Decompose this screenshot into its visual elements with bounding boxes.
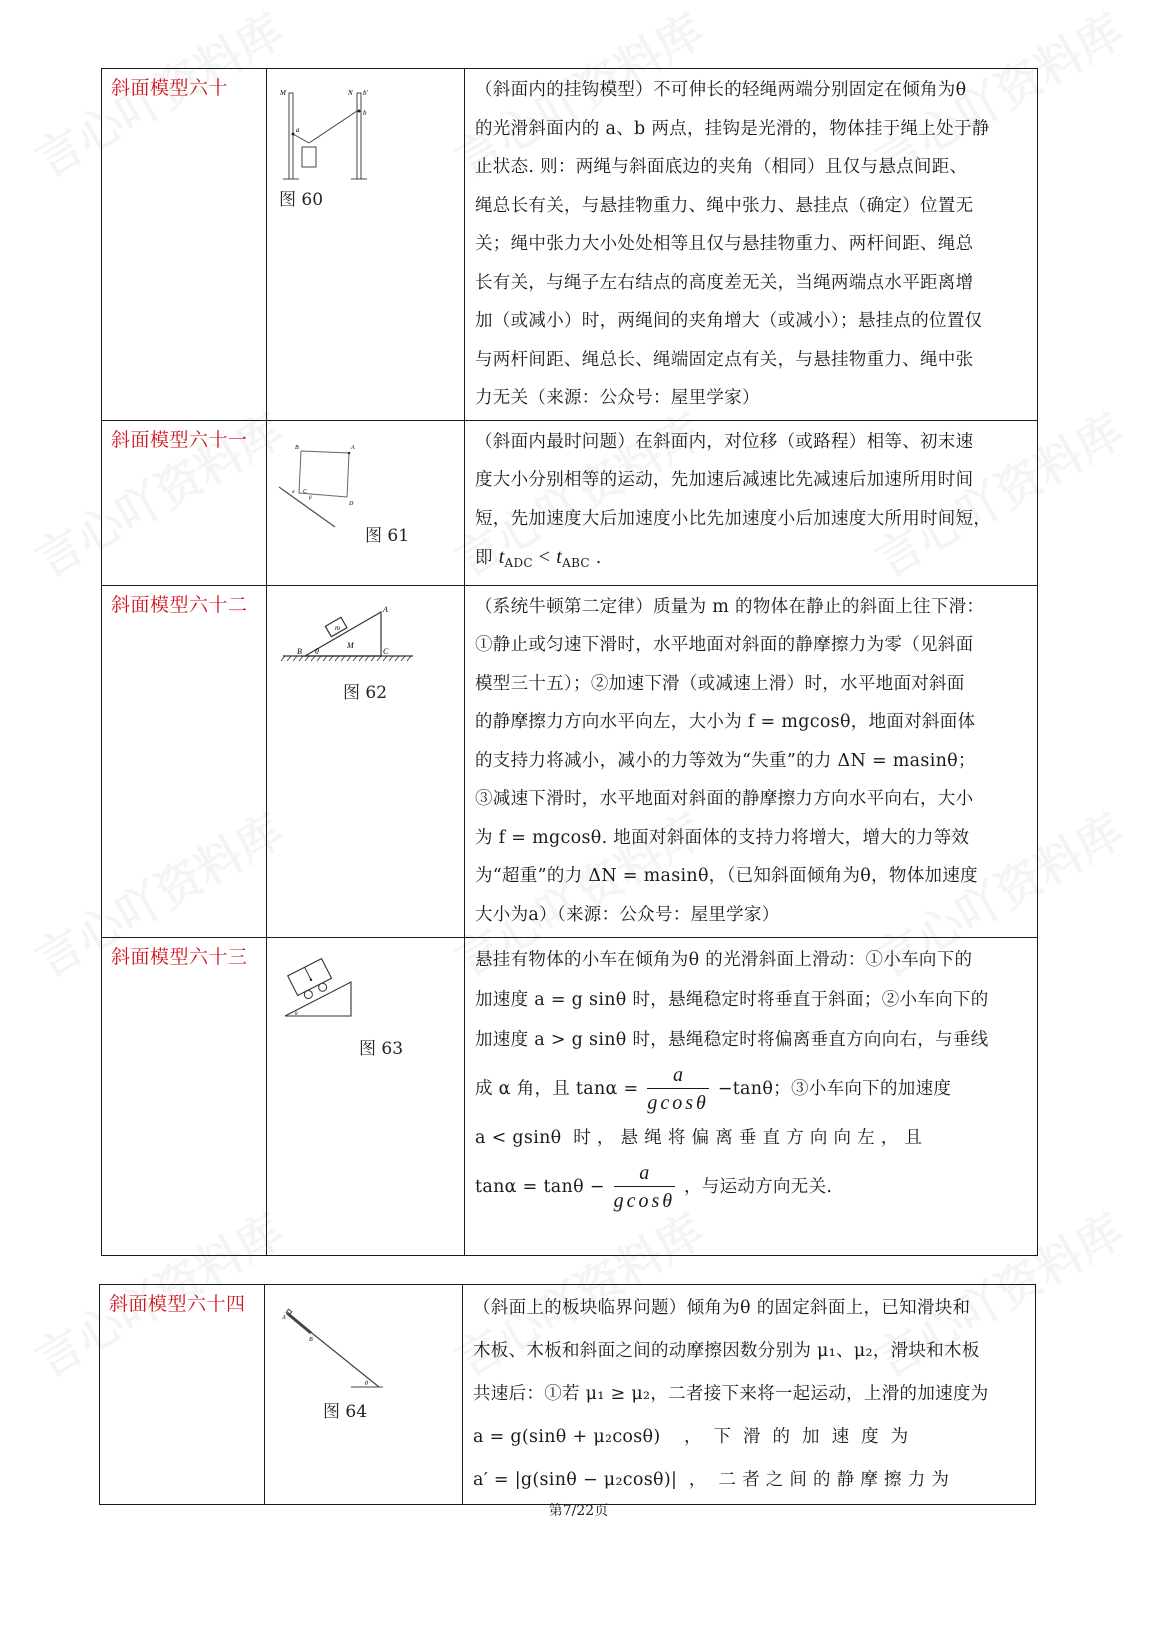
desc-line: 的支持力将减小，减小的力等效为“失重”的力 ΔN = masinθ； bbox=[475, 750, 976, 771]
svg-text:B: B bbox=[295, 444, 299, 451]
desc-line: 短，先加速度大后加速度小比先加速度小后加速度大所用时间短， bbox=[475, 508, 992, 529]
svg-text:θ: θ bbox=[295, 1011, 298, 1017]
table-row bbox=[102, 69, 1038, 421]
desc-line: 加速度 a > g sinθ 时，悬绳稳定时将偏离垂直方向向右，与垂线 bbox=[475, 1029, 989, 1050]
fraction-denominator: gcosθ bbox=[613, 1189, 676, 1212]
fraction-denominator: gcosθ bbox=[647, 1091, 709, 1114]
svg-text:C: C bbox=[383, 646, 389, 656]
fraction-numerator: a bbox=[614, 1160, 675, 1187]
path-diagram-icon bbox=[277, 439, 387, 529]
svg-text:a: a bbox=[296, 126, 300, 134]
svg-text:C: C bbox=[303, 488, 308, 495]
table-row bbox=[102, 585, 1038, 937]
formula-suffix: . bbox=[595, 548, 602, 568]
svg-text:b: b bbox=[363, 109, 367, 117]
desc-line: 的光滑斜面内的 a、b 两点，挂钩是光滑的，物体挂于绳上处于静 bbox=[475, 118, 990, 139]
desc-line: 加（或减小）时，两绳间的夹角增大（或减小）；悬挂点的位置仅 bbox=[475, 311, 983, 331]
desc-line: 加速度 a = g sinθ 时，悬绳稳定时将垂直于斜面；②小车向下的 bbox=[475, 989, 989, 1010]
figure-caption: 图 60 bbox=[279, 190, 324, 210]
incline-models-table-continued bbox=[99, 1284, 1036, 1505]
desc-line: 关；绳中张力大小处处相等且仅与悬挂物重力、两杆间距、绳总 bbox=[475, 234, 974, 254]
formula-prefix: 即 bbox=[475, 548, 493, 568]
svg-text:M: M bbox=[280, 89, 286, 97]
table-row bbox=[100, 1285, 1036, 1505]
svg-text:A: A bbox=[383, 604, 388, 614]
desc-line: 绳总长有关，与悬挂物重力、绳中张力、悬挂点（确定）位置无 bbox=[475, 195, 974, 216]
model-description bbox=[463, 1285, 1036, 1505]
fraction bbox=[647, 1062, 708, 1117]
desc-line: 大小为a）（来源：公众号：屋里学家） bbox=[475, 904, 780, 925]
figure-cell bbox=[267, 420, 465, 585]
model-title: 斜面模型六十三 bbox=[102, 937, 267, 1255]
desc-line: 模型三十五）；②加速下滑（或减速上滑）时，水平地面对斜面 bbox=[475, 673, 965, 694]
svg-text:A: A bbox=[351, 444, 355, 451]
desc-formula-line bbox=[475, 1060, 1029, 1118]
desc-line: 长有关，与绳子左右结点的高度差无关，当绳两端点水平距离增 bbox=[475, 272, 974, 293]
desc-line: a′ = |g(sinθ − μ₂cosθ)| ， 二 者 之 间 的 静 摩 擦 力 为 bbox=[473, 1470, 950, 1490]
svg-text:α: α bbox=[292, 489, 295, 495]
formula-sub: ABC bbox=[562, 556, 590, 570]
desc-line: 共速后：①若 μ₁ ≥ μ₂，二者接下来将一起运动，上滑的加速度为 bbox=[473, 1384, 989, 1404]
figure-caption: 图 61 bbox=[365, 525, 410, 546]
hook-diagram-icon bbox=[277, 79, 397, 189]
desc-line: 为“超重”的力 ΔN = masinθ，（已知斜面倾角为θ，物体加速度 bbox=[475, 866, 978, 886]
figure-cell bbox=[265, 1285, 463, 1505]
desc-line: （系统牛顿第二定律）质量为 m 的物体在静止的斜面上往下滑： bbox=[475, 596, 985, 617]
cart-incline-icon bbox=[281, 952, 361, 1032]
model-description bbox=[465, 69, 1038, 421]
svg-text:θ: θ bbox=[315, 646, 319, 656]
desc-line: （斜面上的板块临界问题）倾角为θ 的固定斜面上，已知滑块和 bbox=[473, 1298, 971, 1318]
desc-line: 止状态. 则：两绳与斜面底边的夹角（相同）且仅与悬点间距、 bbox=[475, 157, 968, 177]
desc-line: 的静摩擦力方向水平向左，大小为 f = mgcosθ，地面对斜面体 bbox=[475, 712, 976, 732]
desc-line: （斜面内的挂钩模型）不可伸长的轻绳两端分别固定在倾角为θ bbox=[475, 80, 967, 100]
formula-op: < bbox=[538, 546, 551, 568]
formula-var: t bbox=[498, 546, 505, 568]
table-row bbox=[102, 420, 1038, 585]
desc-line: 为 f = mgcosθ. 地面对斜面体的支持力将增大，增大的力等效 bbox=[475, 827, 970, 848]
desc-line: ①静止或匀速下滑时，水平地面对斜面的静摩擦力为零（见斜面 bbox=[475, 635, 974, 655]
svg-text:D: D bbox=[349, 500, 354, 507]
formula-suffix: ，与运动方向无关. bbox=[683, 1176, 833, 1197]
figure-caption: 图 62 bbox=[343, 682, 388, 703]
fraction bbox=[614, 1160, 675, 1215]
model-title: 斜面模型六十 bbox=[102, 69, 267, 421]
desc-line: 度大小分别相等的运动，先加速后减速比先减速后加速所用时间 bbox=[475, 470, 974, 490]
desc-line: 力无关（来源：公众号：屋里学家） bbox=[475, 388, 760, 408]
desc-line: 与两杆间距、绳总长、绳端固定点有关，与悬挂物重力、绳中张 bbox=[475, 349, 974, 370]
page-number: 第7/22页 bbox=[548, 1503, 609, 1519]
model-description bbox=[465, 585, 1038, 937]
desc-line: a < gsinθ 时 ， 悬 绳 将 偏 离 垂 直 方 向 向 左 ， 且 bbox=[475, 1127, 923, 1148]
model-title: 斜面模型六十四 bbox=[100, 1285, 265, 1505]
table-row bbox=[102, 937, 1038, 1255]
svg-text:θ: θ bbox=[365, 1381, 368, 1387]
formula-prefix: 成 α 角，且 tanα = bbox=[475, 1078, 639, 1099]
desc-line: 悬挂有物体的小车在倾角为θ 的光滑斜面上滑动：①小车向下的 bbox=[475, 949, 973, 970]
figure-caption: 图 63 bbox=[359, 1038, 404, 1059]
figure-cell bbox=[267, 937, 465, 1255]
board-block-incline-icon bbox=[279, 1301, 399, 1391]
svg-text:b': b' bbox=[363, 89, 368, 97]
incline-block-icon bbox=[279, 600, 419, 670]
model-title: 斜面模型六十一 bbox=[102, 420, 267, 585]
desc-line: ③减速下滑时，水平地面对斜面的静摩擦力方向水平向右，大小 bbox=[475, 789, 974, 809]
svg-text:B: B bbox=[309, 1337, 313, 1343]
formula-prefix: tanα = tanθ − bbox=[475, 1176, 605, 1197]
desc-formula-line bbox=[475, 538, 1029, 583]
svg-text:β: β bbox=[309, 495, 312, 501]
svg-text:m: m bbox=[335, 623, 341, 632]
svg-text:M: M bbox=[347, 640, 354, 650]
figure-cell bbox=[267, 585, 465, 937]
desc-line: a = g(sinθ + μ₂cosθ) ， 下 滑 的 加 速 度 为 bbox=[473, 1427, 909, 1447]
model-description bbox=[465, 420, 1038, 585]
figure-cell bbox=[267, 69, 465, 421]
figure-caption: 图 64 bbox=[323, 1402, 368, 1422]
model-description bbox=[465, 937, 1038, 1255]
svg-text:B: B bbox=[297, 646, 302, 656]
desc-line: （斜面内最时问题）在斜面内，对位移（或路程）相等、初末速 bbox=[475, 431, 974, 452]
incline-models-table bbox=[101, 68, 1038, 1256]
formula-suffix: −tanθ；③小车向下的加速度 bbox=[717, 1078, 952, 1099]
fraction-numerator: a bbox=[647, 1062, 708, 1089]
formula-var: t bbox=[556, 546, 563, 568]
desc-line: 木板、木板和斜面之间的动摩擦因数分别为 μ₁、μ₂，滑块和木板 bbox=[473, 1341, 980, 1361]
formula-sub: ADC bbox=[504, 556, 533, 570]
desc-formula-line bbox=[475, 1158, 1029, 1216]
svg-text:N: N bbox=[348, 89, 353, 97]
svg-text:A: A bbox=[282, 1315, 286, 1321]
model-title: 斜面模型六十二 bbox=[102, 585, 267, 937]
